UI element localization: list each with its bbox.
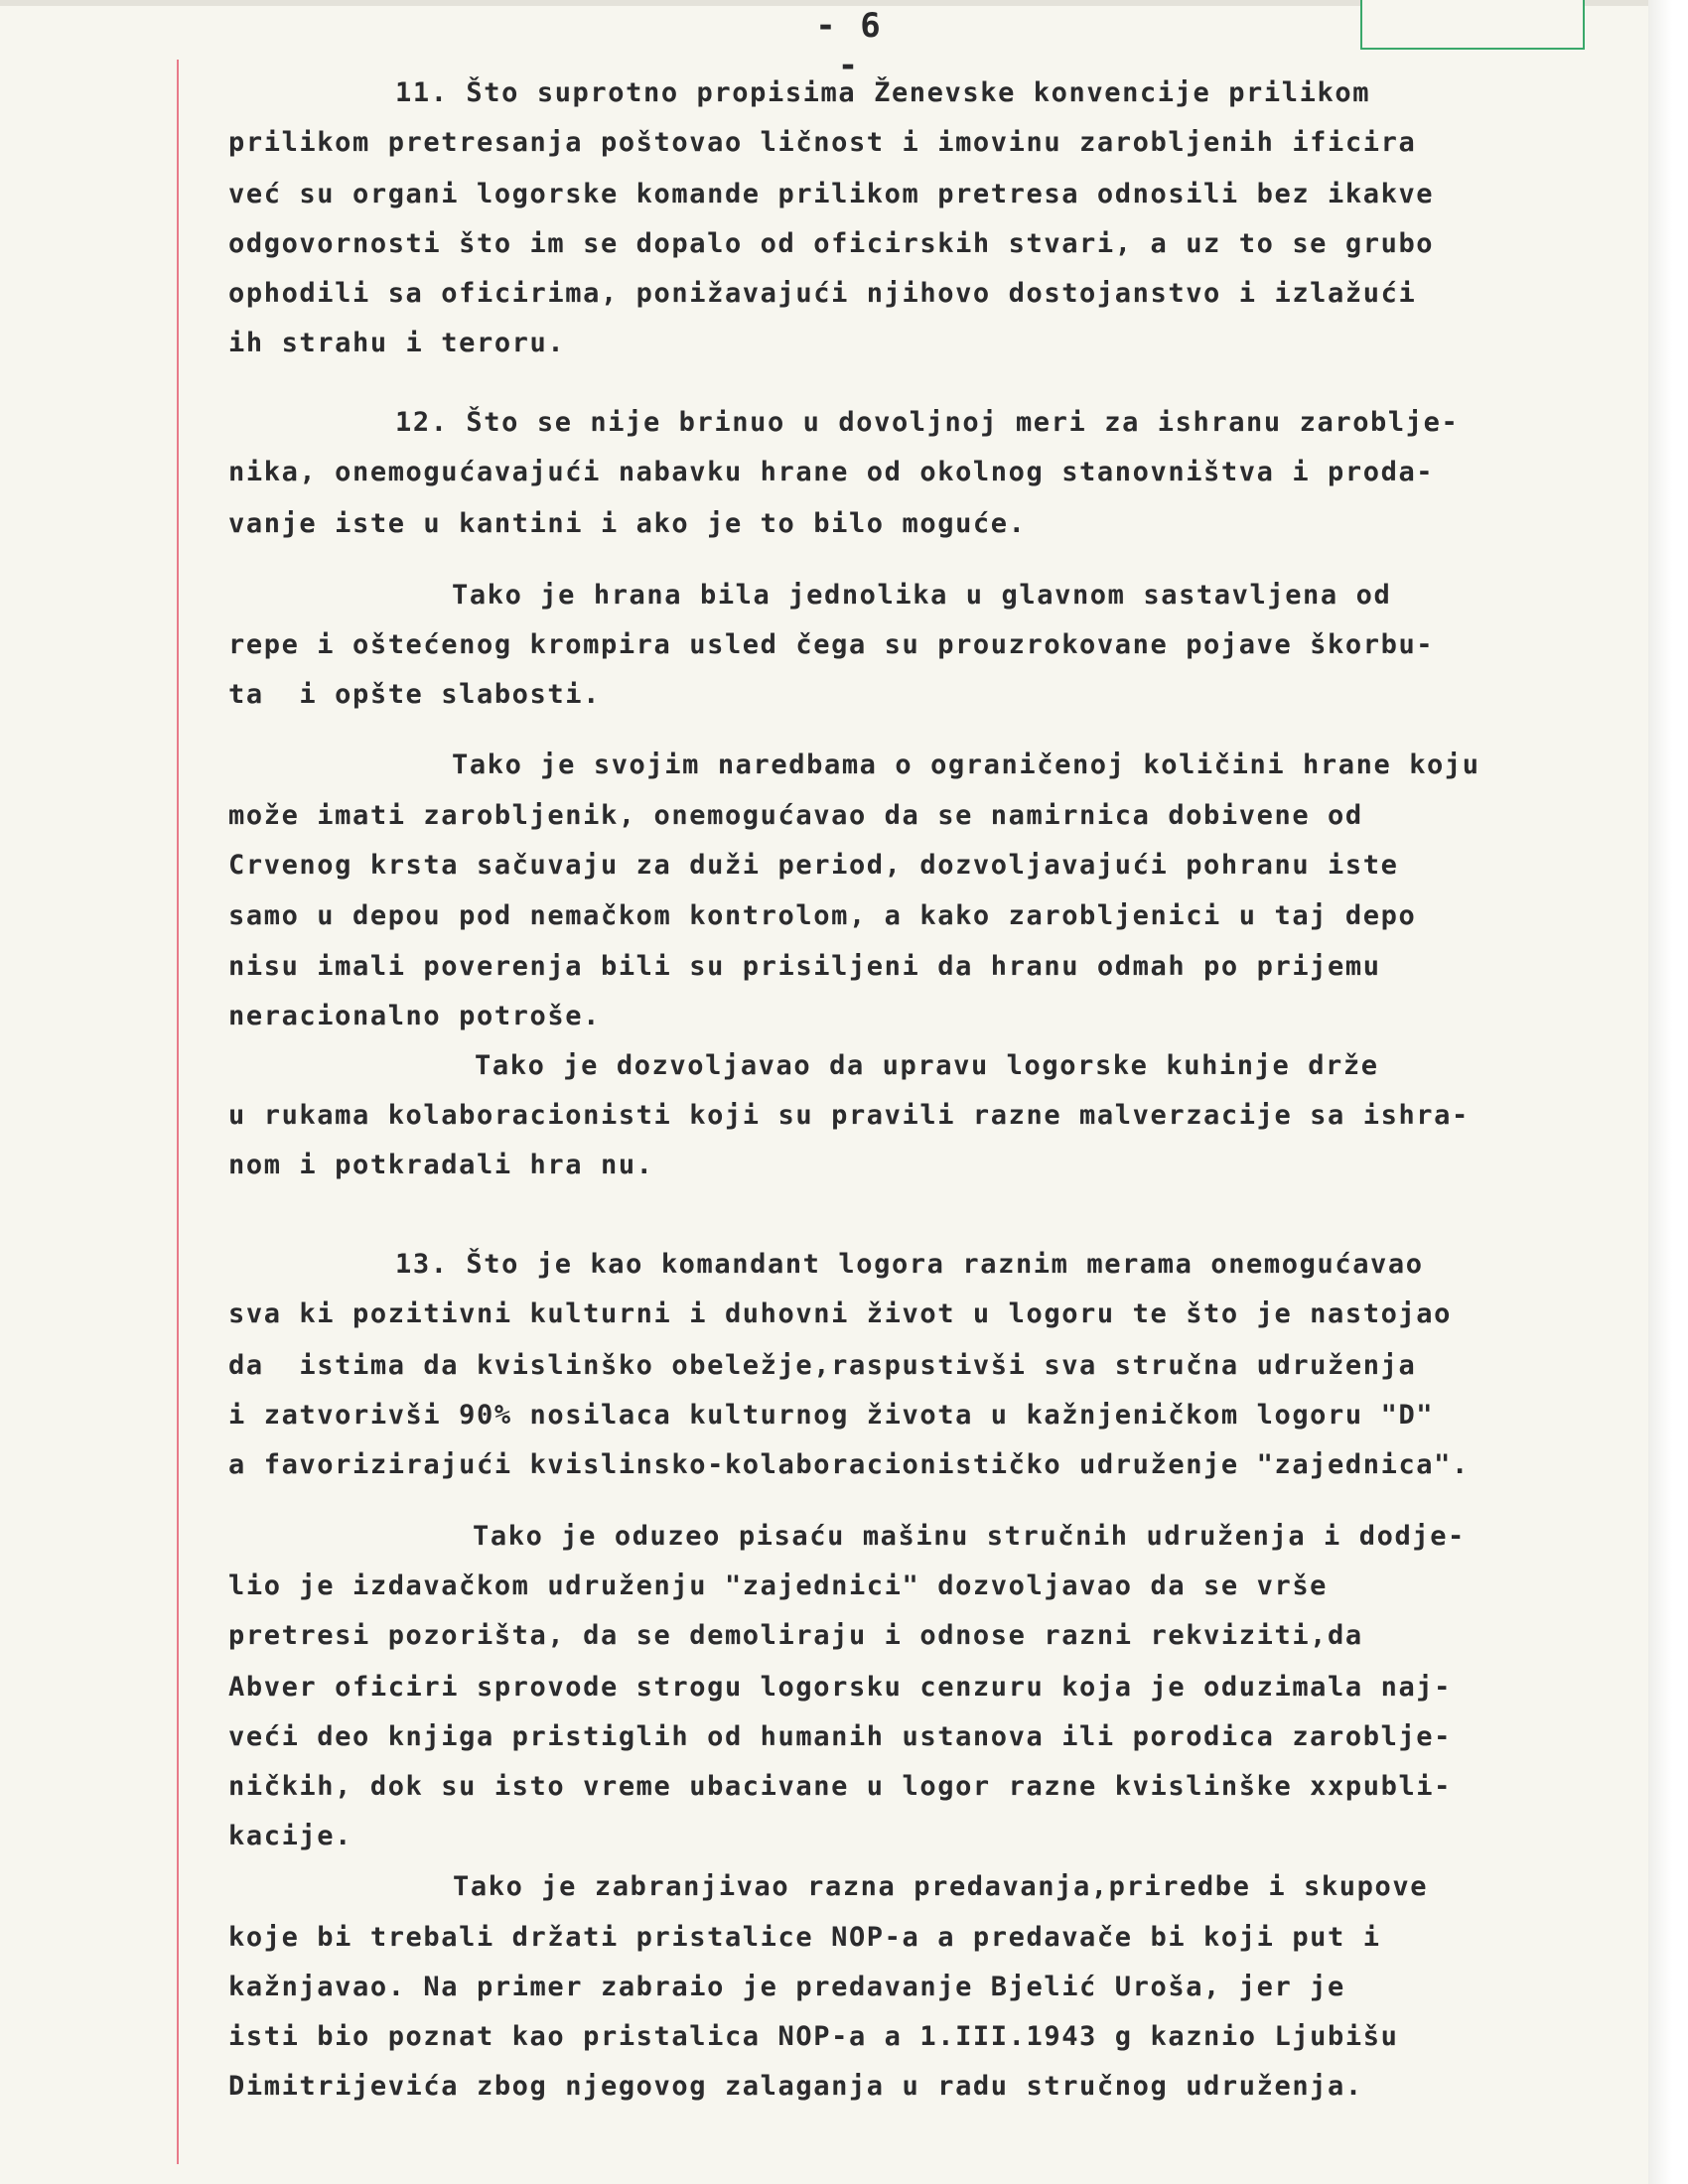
text-line: 12. Što se nije brinuo u dovoljnoj meri za ishranu zarobljе- xyxy=(395,407,1460,438)
text-line: 13. Što je kao komandant logora raznim merama onemogućavao xyxy=(395,1249,1424,1280)
text-line: i zatvorivši 90% nosilaca kulturnog života u kažnjeničkom logoru "D" xyxy=(228,1400,1435,1431)
text-line: lio je izdavačkom udruženju "zajednici" dozvoljavao da se vrše xyxy=(228,1570,1329,1601)
text-line: odgovornosti što im se dopalo od oficirskih stvari, a uz to se grubo xyxy=(228,228,1435,259)
page-number: - 6 - xyxy=(815,6,883,85)
text-line: već su organi logorske komande prilikom pretresa odnosili bez ikakve xyxy=(228,179,1435,209)
text-line: nika, onemogućavajući nabavku hrane od okolnog stanovništva i proda- xyxy=(228,457,1435,487)
text-line: u rukama kolaboracionisti koji su pravili razne malverzacije sa ishra- xyxy=(228,1100,1470,1131)
corner-stamp-box xyxy=(1360,0,1585,50)
text-line: nisu imali poverenja bili su prisiljeni da hranu odmah po prijemu xyxy=(228,951,1381,982)
text-line: nom i potkradali hra nu. xyxy=(228,1150,654,1180)
text-line: može imati zarobljenik, onemogućavao da se namirnica dobivene od xyxy=(228,800,1363,831)
text-line: Tako je dozvoljavao da upravu logorske kuhinje drže xyxy=(475,1050,1379,1081)
text-line: Tako je zabranjivao razna predavanja,priredbe i skupove xyxy=(453,1871,1429,1902)
text-line: neracionalno potroše. xyxy=(228,1001,601,1031)
text-line: Tako je hrana bila jednolika u glavnom sastavljena od xyxy=(452,580,1392,611)
text-line: Tako je svojim naredbama o ograničenoj količini hrane koju xyxy=(452,750,1480,780)
text-line: repe i oštećenog krompira usled čega su prouzrokovane pojave škorbu- xyxy=(228,629,1435,660)
text-line: sva ki pozitivni kulturni i duhovni život u logoru te što je nastojao xyxy=(228,1298,1453,1329)
text-line: ophodili sa oficirima, ponižavajući njihovo dostojanstvo i izlažući xyxy=(228,278,1417,309)
text-line: ih strahu i teroru. xyxy=(228,328,566,358)
text-line: pretresi pozorišta, da se demoliraju i odnose razni rekviziti,da xyxy=(228,1620,1363,1651)
text-line: veći deo knjiga pristiglih od humanih ustanova ili porodica zarobljе- xyxy=(228,1721,1453,1752)
text-line: da istima da kvislinško obeležje,raspustivši sva stručna udruženja xyxy=(228,1350,1417,1381)
text-line: koje bi trebali držati pristalice NOP-a a predavače bi koji put i xyxy=(228,1922,1381,1953)
text-line: vanje iste u kantini i ako je to bilo moguće. xyxy=(228,508,1027,539)
red-margin-line xyxy=(177,60,179,2164)
text-line: ničkih, dok su isto vreme ubacivane u logor razne kvislinške xxpubli- xyxy=(228,1771,1453,1802)
text-line: Abver oficiri sprovode strogu logorsku cenzuru koja je oduzimala naj- xyxy=(228,1672,1453,1703)
text-line: ta i opšte slabosti. xyxy=(228,679,601,710)
text-line: prilikom pretresanja poštovao ličnost i imovinu zarobljenih ificira xyxy=(228,127,1417,158)
scan-right-edge xyxy=(1648,0,1688,2184)
text-line: Dimitrijevića zbog njegovog zalaganja u radu stručnog udruženja. xyxy=(228,2071,1363,2102)
text-line: a favorizirajući kvislinsko-kolaboracionističko udruženje "zajednica". xyxy=(228,1449,1470,1480)
text-line: kažnjavao. Na primer zabraio je predavanje Bjelić Uroša, jer je xyxy=(228,1972,1345,2002)
text-line: 11. Što suprotno propisima Ženevske konvencije prilikom xyxy=(395,77,1371,108)
text-line: samo u depou pod nemačkom kontrolom, a kako zarobljenici u taj depo xyxy=(228,900,1417,931)
text-line: isti bio poznat kao pristalica NOP-a a 1.III.1943 g kaznio Ljubišu xyxy=(228,2021,1399,2052)
text-line: kacije. xyxy=(228,1821,352,1851)
text-line: Tako je oduzeo pisaću mašinu stručnih udruženja i dodje- xyxy=(473,1521,1466,1552)
text-line: Crvenog krsta sačuvaju za duži period, dozvoljavajući pohranu iste xyxy=(228,850,1399,881)
